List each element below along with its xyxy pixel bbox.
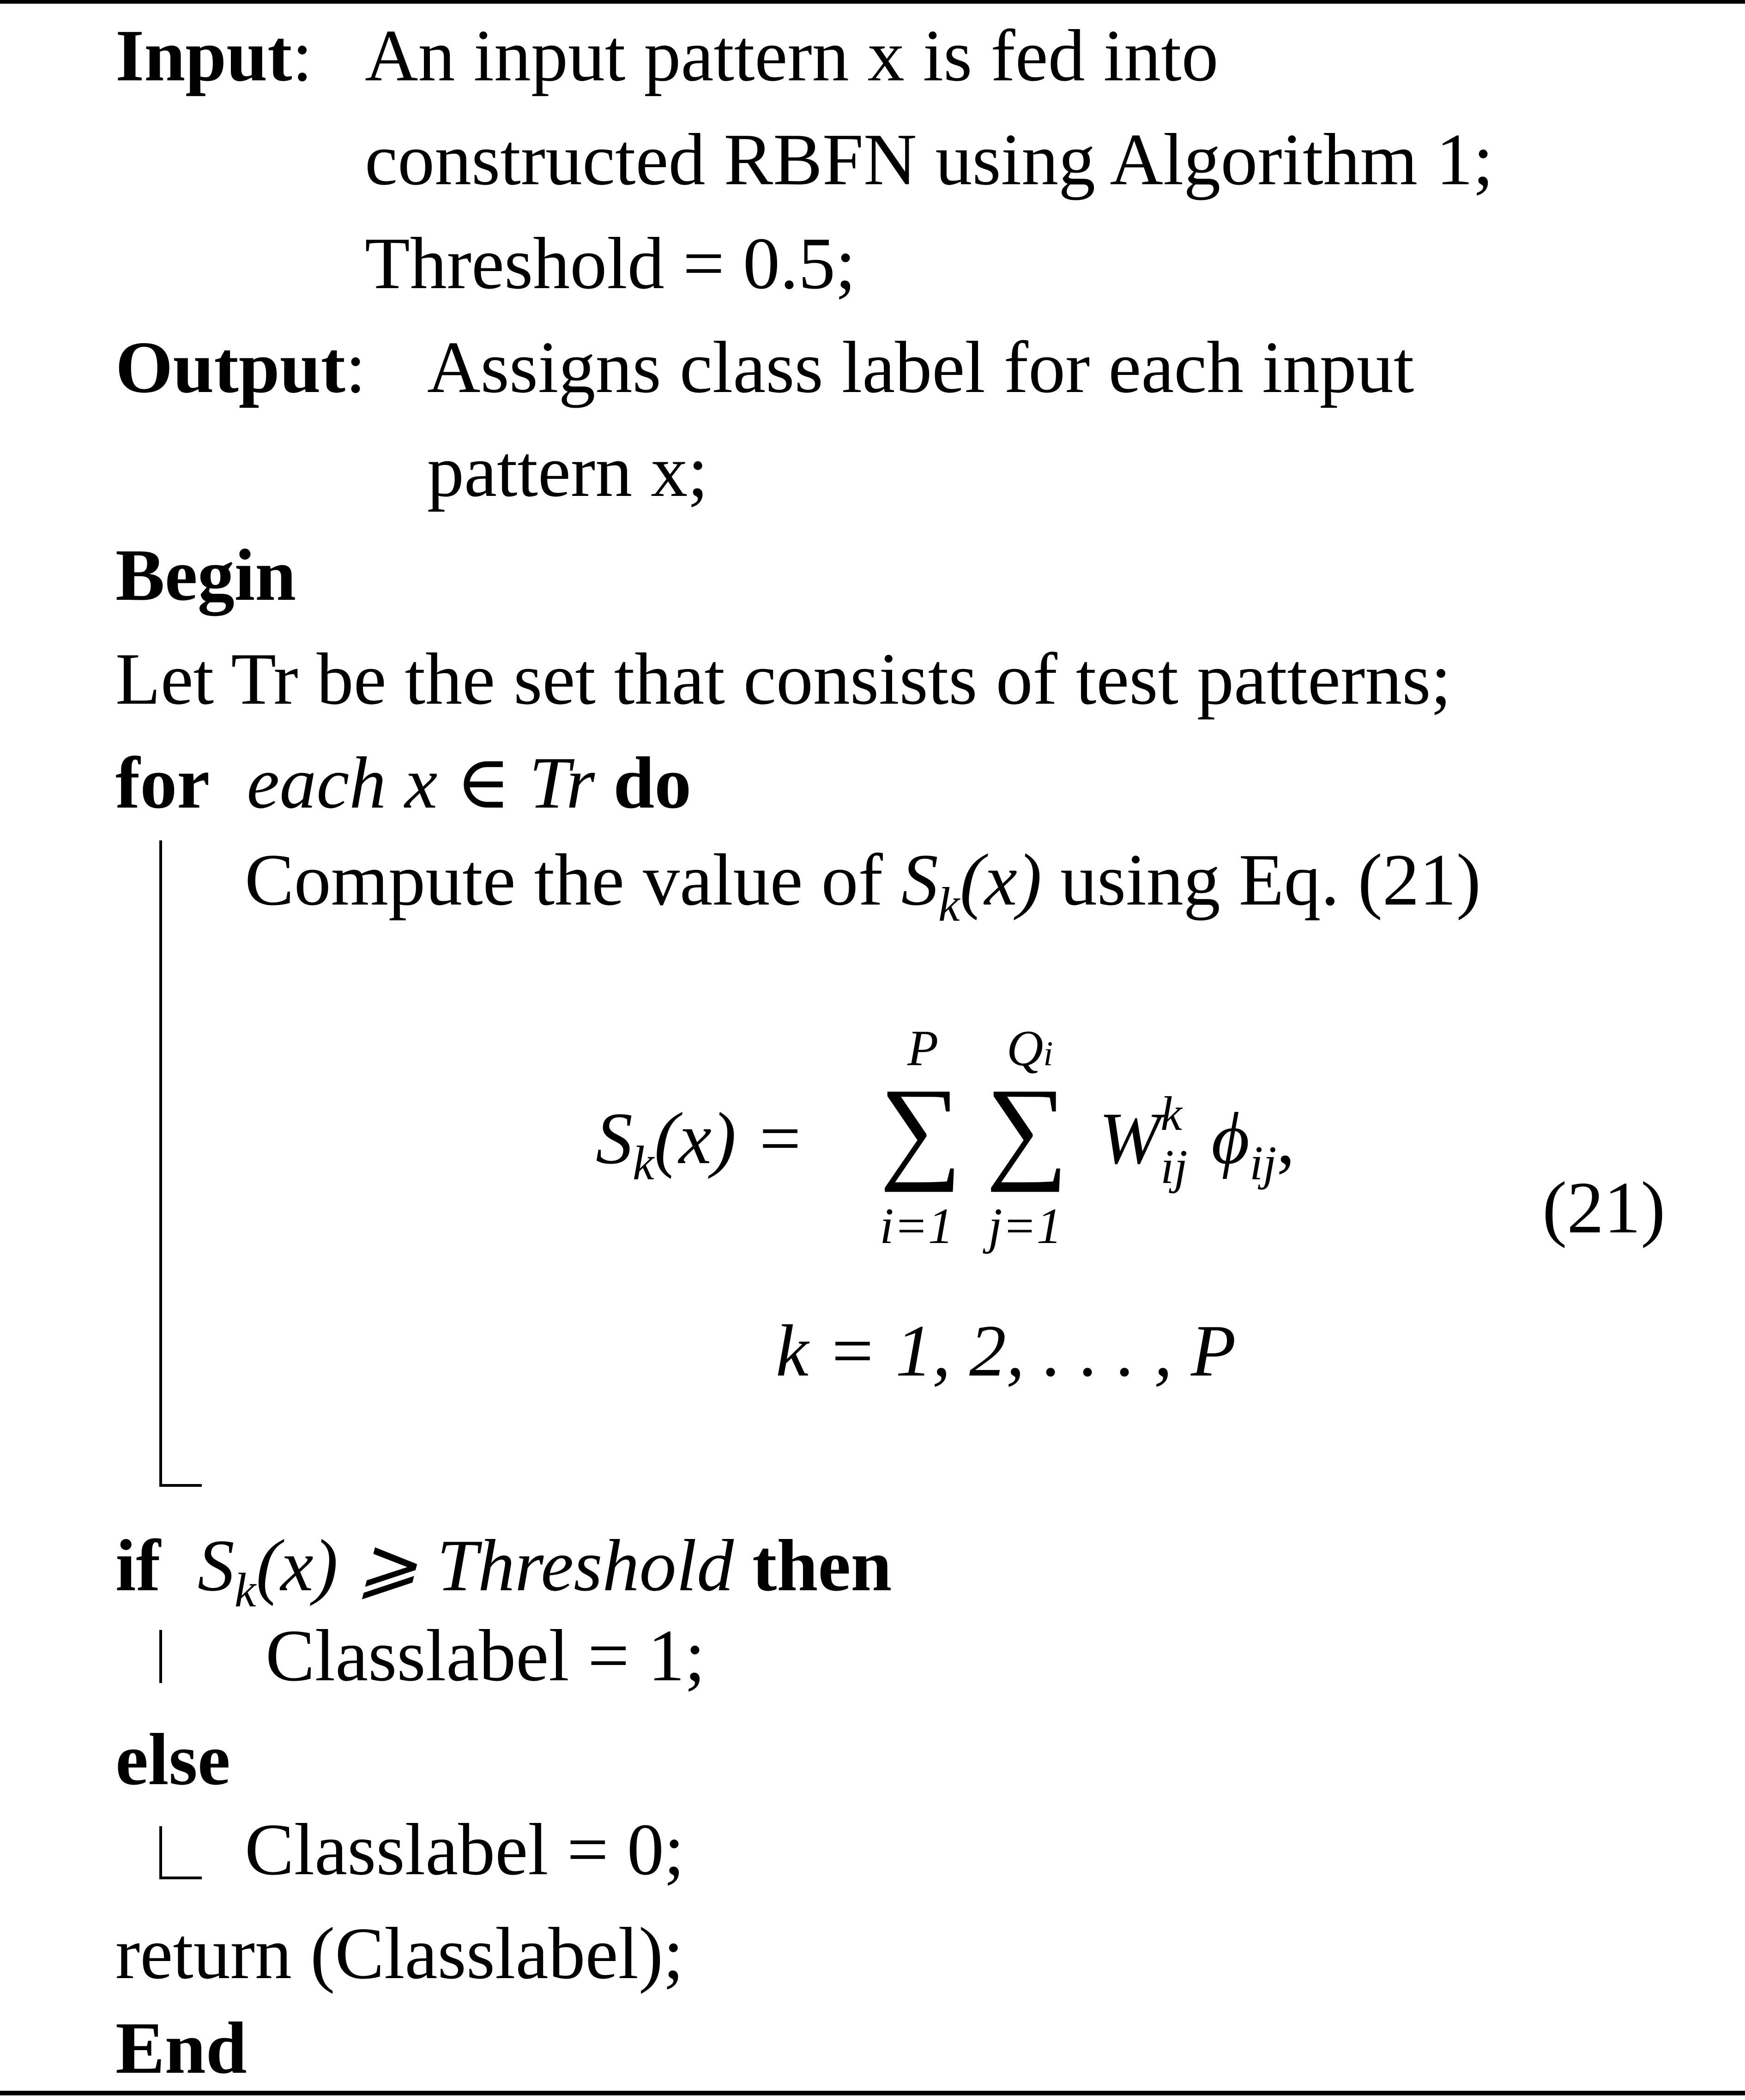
eq-comma: ,: [1276, 1097, 1295, 1179]
compute-x: (x): [960, 839, 1042, 921]
compute-suffix: using Eq. (21): [1060, 839, 1481, 921]
for-keyword: for: [115, 742, 210, 824]
return-line: return (Classlabel);: [115, 1912, 684, 1994]
output-text-1: Assigns class label for each input: [427, 326, 1414, 408]
else-scope-end: [159, 1877, 202, 1879]
sum2-symbol: ∑: [986, 1065, 1069, 1193]
input-colon: :: [292, 14, 313, 97]
compute-line: [245, 839, 1481, 931]
eq-W: W: [1099, 1097, 1161, 1179]
for-condition: each x ∈ Tr: [247, 742, 595, 824]
eq-lhs: [596, 1097, 805, 1190]
if-cond-S: S: [197, 1524, 235, 1606]
else-body: Classlabel = 0;: [245, 1808, 685, 1890]
else-keyword: else: [115, 1718, 230, 1800]
then-keyword: then: [752, 1524, 892, 1606]
eq-lhs-k: k: [633, 1136, 654, 1190]
if-line: [115, 1524, 892, 1617]
output-text-2: pattern x;: [427, 430, 708, 512]
sum1-symbol: ∑: [880, 1065, 962, 1193]
input-text-1: An input pattern x is fed into: [365, 14, 1219, 97]
input-keyword: Input: [115, 14, 292, 97]
if-cond-k: k: [234, 1563, 256, 1617]
compute-k: k: [938, 877, 960, 931]
output-keyword: Output: [115, 326, 345, 408]
input-text-2: constructed RBFN using Algorithm 1;: [365, 118, 1494, 200]
sum1-upper: P: [907, 1020, 939, 1076]
top-rule: [0, 0, 1745, 4]
for-line: [115, 742, 692, 824]
eq-rhs-term: [1099, 1086, 1295, 1194]
sum1-lower: i=1: [880, 1198, 954, 1254]
eq-k-range: k = 1, 2, . . . , P: [776, 1309, 1236, 1392]
do-keyword: do: [613, 742, 692, 824]
sum2-upper-i: i: [1043, 1035, 1053, 1073]
eq-lhs-S: S: [596, 1097, 633, 1179]
then-scope-bar: [159, 1630, 162, 1683]
sum2-upper-Q: Q: [1007, 1020, 1044, 1076]
for-scope-bar: [159, 840, 162, 1487]
then-body: Classlabel = 1;: [266, 1614, 706, 1696]
else-scope-bar: [159, 1826, 162, 1879]
output-colon: :: [345, 326, 366, 408]
compute-text: Compute the value of: [245, 839, 883, 921]
bottom-rule: [0, 2091, 1745, 2095]
eq-W-sup: k: [1160, 1086, 1182, 1141]
eq-number: (21): [1542, 1166, 1666, 1249]
for-scope-end: [159, 1484, 202, 1487]
sum2-lower: j=1: [988, 1198, 1062, 1254]
eq-phi-sub: ij: [1250, 1136, 1277, 1190]
if-keyword: if: [115, 1524, 161, 1606]
if-cond-x: (x) ⩾ Threshold: [256, 1524, 734, 1606]
begin-keyword: Begin: [115, 534, 296, 616]
end-keyword: End: [115, 2007, 247, 2089]
input-text-3: Threshold = 0.5;: [365, 222, 856, 304]
input-line-1: [115, 14, 313, 97]
compute-S: S: [901, 839, 938, 921]
eq-phi: ϕ: [1211, 1097, 1250, 1179]
let-line: Let Tr be the set that consists of test patterns;: [115, 638, 1451, 720]
output-label: [115, 326, 366, 408]
eq-lhs-x: (x) =: [654, 1097, 805, 1179]
eq-W-sub: ij: [1160, 1140, 1188, 1194]
